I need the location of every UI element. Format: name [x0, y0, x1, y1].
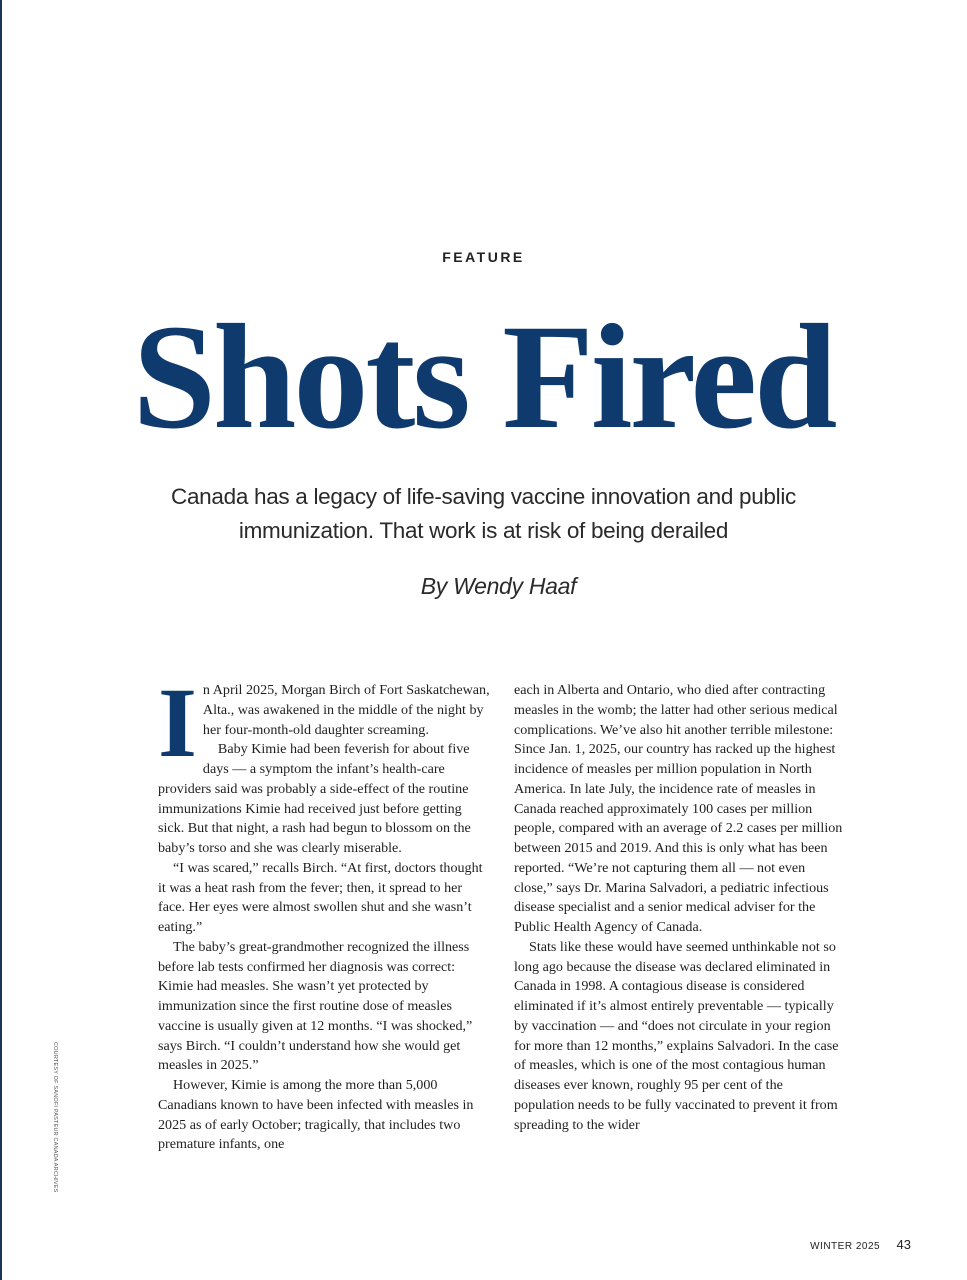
dek-subtitle: Canada has a legacy of life-saving vaccine innovation and public immunization. That work is at risk of being derailed — [171, 484, 796, 543]
section-kicker: FEATURE — [442, 249, 525, 265]
issue-label: WINTER 2025 — [810, 1241, 881, 1252]
article-paragraph: Baby Kimie had been feverish for about five days — a symptom the infant’s health-care providers said was probably a side-effect of the routine immunizations Kimie had received just before getting sick. But that night, a rash had begun to blossom on the baby’s torso and she was clearly miserable. — [158, 741, 471, 856]
article-paragraph — [158, 667, 490, 778]
article-paragraph: each in Alberta and Ontario, who died after contracting measles in the womb; the latter had other serious medical complications. We’ve also hit another terrible milestone: Since Jan. 1, 2025, our country has racked up the highest incidence of measles per million population in North America. In late July, the incidence rate of measles in Canada reached approximately 100 cases per million people, compared with an average of 2.2 cases per million between 2015 and 2019. And this is only what has been reported. “We’re not capturing them all — not even close,” says Dr. Marina Salvadori, a pediatric infectious disease specialist and a senior medical adviser for the Public Health Agency of Canada. — [514, 682, 843, 935]
paragraph-text: n April 2025, Morgan Birch of Fort Saskatchewan, Alta., was awakened in the middle of the night by her four-month-old daughter screaming. — [202, 682, 490, 738]
article-paragraph: Stats like these would have seemed unthinkable not so long ago because the disease was declared eliminated in Canada in 1998. A contagious disease is considered eliminated if it’s almost entirely preventable — typically by vaccination — and “does not circulate in your region for more than 12 months,” explains Salvadori. In the case of measles, which is one of the most contagious human diseases ever known, roughly 95 per cent of the population needs to be fully vaccinated to prevent it from spreading to the wider — [514, 938, 839, 1133]
drop-cap: I — [158, 667, 197, 778]
page-number: 43 — [896, 1237, 911, 1252]
article-column-left — [158, 667, 490, 1155]
page-edge-rule — [0, 0, 2, 1280]
article-paragraph: However, Kimie is among the more than 5,000 Canadians known to have been infected with measles in 2025 as of early October; tragically, that includes two premature infants, one — [158, 1077, 474, 1153]
page-footer — [810, 1236, 911, 1254]
byline: By Wendy Haaf — [420, 573, 577, 599]
article-column-right — [514, 681, 846, 1135]
article-paragraph: “I was scared,” recalls Birch. “At first, doctors thought it was a heat rash from the fever; then, it spread to her face. Her eyes were almost swollen shut and she wasn’t eating.” — [158, 859, 483, 935]
photo-credit: COURTESY OF SANOFI PASTEUR CANADA ARCHIVES — [52, 1042, 58, 1193]
article-paragraph: The baby’s great-grandmother recognized the illness before lab tests confirmed her diagnosis was correct: Kimie had measles. She wasn’t yet protected by immunization since the first routine dose of measles vaccine is usually given at 12 months. “I was shocked,” says Birch. “I couldn’t understand how she would get measles in 2025.” — [158, 938, 473, 1074]
headline: Shots Fired — [132, 294, 835, 460]
